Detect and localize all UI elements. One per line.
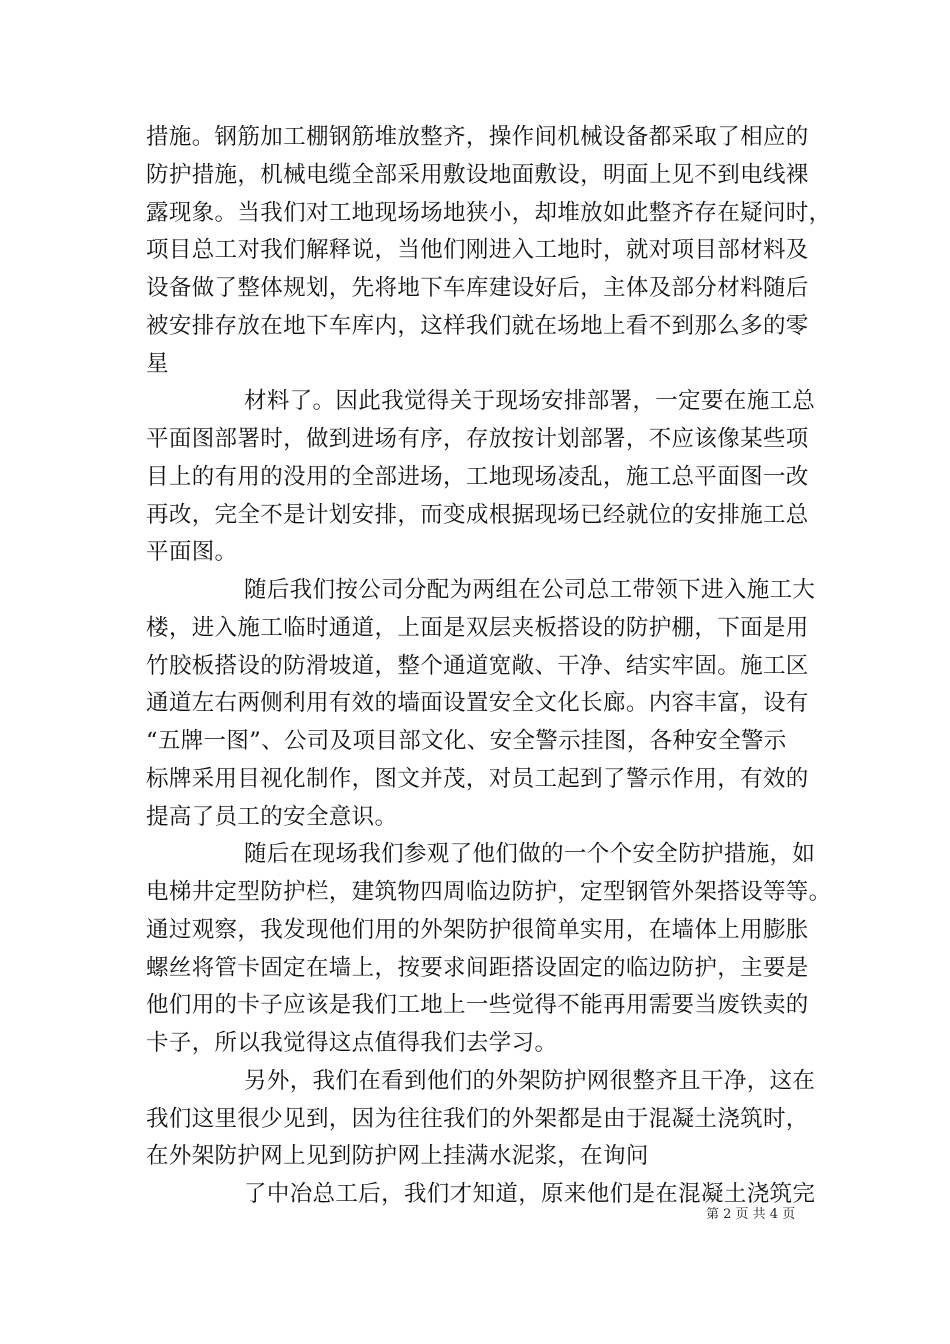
paragraph-line: 楼，进入施工临时通道，上面是双层夹板搭设的防护棚，下面是用 [146, 614, 809, 641]
paragraph-line: 提高了员工的安全意识。 [146, 803, 398, 830]
paragraph-line: 卡子，所以我觉得这点值得我们去学习。 [146, 1030, 558, 1056]
paragraph-line: 螺丝将管卡固定在墙上，按要求间距搭设固定的临边防护，主要是 [146, 954, 809, 981]
page-number-footer: 第 2 页 共 4 页 [706, 1207, 796, 1222]
paragraph-line: 标牌采用目视化制作，图文并茂，对员工起到了警示作用，有效的 [146, 765, 809, 792]
paragraph-line: 目上的有用的没用的全部进场，工地现场凌乱，施工总平面图一改 [146, 463, 809, 490]
paragraph-line: 他们用的卡子应该是我们工地上一些觉得不能再用需要当废铁卖的 [146, 992, 809, 1019]
paragraph-line: 再改，完全不是计划安排，而变成根据现场已经就位的安排施工总 [146, 501, 809, 528]
paragraph-first-line: 另外，我们在看到他们的外架防护网很整齐且干净，这在 [244, 1067, 816, 1094]
paragraph-first-line: 随后我们按公司分配为两组在公司总工带领下进入施工大 [244, 577, 816, 603]
paragraph-line: 通道左右两侧利用有效的墙面设置安全文化长廊。内容丰富，设有 [146, 690, 809, 717]
paragraph-line: 防护措施，机械电缆全部采用敷设地面敷设，明面上见不到电线裸 [146, 161, 809, 188]
paragraph-line: 平面图。 [146, 539, 238, 566]
paragraph-first-line: 随后在现场我们参观了他们做的一个个安全防护措施，如 [244, 841, 816, 868]
paragraph-first-line: 材料了。因此我觉得关于现场安排部署，一定要在施工总 [244, 388, 816, 415]
paragraph-line: 星 [146, 350, 169, 377]
paragraph-line: 通过观察，我发现他们用的外架防护很简单实用，在墙体上用膨胀 [146, 916, 809, 943]
paragraph-line: 在外架防护网上见到防护网上挂满水泥浆，在询问 [146, 1143, 649, 1170]
paragraph-first-line: 措施。钢筋加工棚钢筋堆放整齐，操作间机械设备都采取了相应的 [146, 124, 809, 150]
paragraph-first-line: 了中冶总工后，我们才知道，原来他们是在混凝土浇筑完 [244, 1181, 816, 1207]
paragraph-line: 项目总工对我们解释说，当他们刚进入工地时，就对项目部材料及 [146, 237, 809, 264]
paragraph-line: 竹胶板搭设的防滑坡道，整个通道宽敞、干净、结实牢固。施工区 [146, 652, 809, 679]
paragraph-line: 电梯井定型防护栏，建筑物四周临边防护，定型钢管外架搭设等等。 [146, 879, 832, 905]
paragraph-line: 我们这里很少见到，因为往往我们的外架都是由于混凝土浇筑时， [146, 1105, 809, 1132]
paragraph-line: 平面图部署时，做到进场有序，存放按计划部署，不应该像某些项 [146, 426, 809, 452]
paragraph-line: 被安排存放在地下车库内，这样我们就在场地上看不到那么多的零 [146, 312, 809, 339]
paragraph-line: 设备做了整体规划，先将地下车库建设好后，主体及部分材料随后 [146, 275, 809, 301]
paragraph-line: 露现象。当我们对工地现场场地狭小，却堆放如此整齐存在疑问时， [146, 199, 832, 226]
paragraph-line: “五牌一图”、公司及项目部文化、安全警示挂图，各种安全警示 [146, 728, 787, 754]
